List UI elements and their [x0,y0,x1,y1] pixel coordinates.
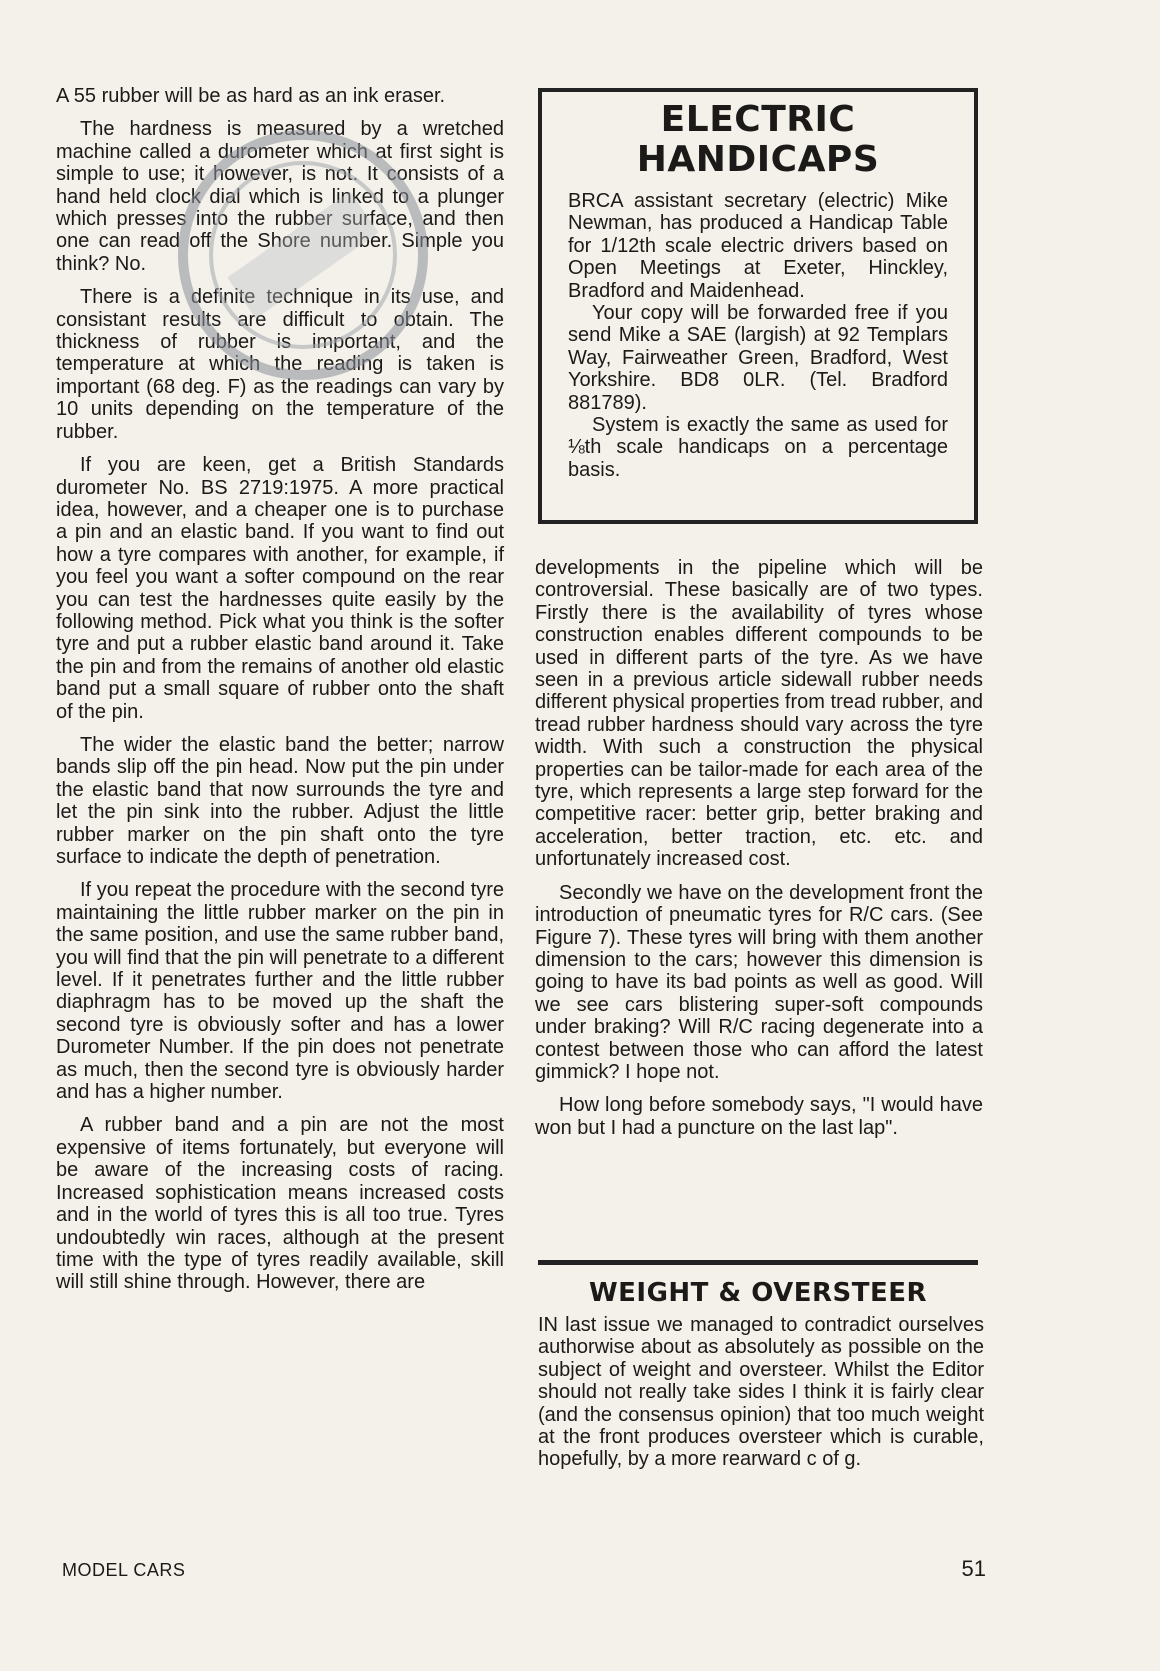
right-column [535,557,983,1150]
left-column [56,85,504,1305]
paragraph: The wider the elastic band the better; narrow bands slip off the pin head. Now put the pin under the elastic band that now surrounds the tyre and let the pin sink into the rubber. Adjust the little rubber marker on the pin shaft onto the tyre surface to indicate the depth of penetration. [56,733,504,868]
box-paragraph: System is exactly the same as used for ⅛th scale handicaps on a percentage basis. [568,414,948,481]
box-paragraph: BRCA assistant secretary (electric) Mike Newman, has produced a Handicap Table for 1/12th scale electric drivers based on Open Meetings at Exeter, Hinckley, Bradford and Maidenhead. [568,190,948,302]
electric-handicaps-box [538,88,978,524]
paragraph: Secondly we have on the development front the introduction of pneumatic tyres for R/C cars. (See Figure 7). These tyres will bring with them another dimension to the cars; however this dimension is going to have its bad points as well as good. Will we see cars blistering super-soft compounds under braking? Will R/C racing degenerate into a contest between those who can afford the latest gimmick? I hope not. [535,881,983,1083]
paragraph: A 55 rubber will be as hard as an ink eraser. [56,85,446,107]
magazine-name: MODEL CARS [62,1560,186,1580]
paragraph: If you are keen, get a British Standards durometer No. BS 2719:1975. A more practical idea, however, and a cheaper one is to purchase a pin and an elastic band. If you want to find out how a tyre compares with another, for example, if you feel you want a softer compound on the rear you can test the hardnesses quite easily by the following method. Pick what you think is the softer tyre and put a rubber elastic band around it. Take the pin and from the remains of another old elastic band put a small square of rubber onto the shaft of the pin. [56,454,504,723]
paragraph: IN last issue we managed to contradict ourselves authorwise about as absolutely as possible on the subject of weight and oversteer. Whilst the Editor should not really take sides I think it is fairly clear (and the consensus opinion) that too much weight at the front produces oversteer which is curable, hopefully, by a more rearward c of g. [538,1314,984,1471]
paragraph: There is a definite technique in its use, and consistant results are difficult to obtain. The thickness of rubber is important, and the temperature at which the reading is taken is important (68 deg. F) as the readings can vary by 10 units depending on the temperature of the rubber. [56,286,504,443]
page-number: 51 [961,1556,986,1581]
box-title [568,100,948,180]
section-divider [538,1260,978,1265]
paragraph: A rubber band and a pin are not the most expensive of items fortunately, but everyone will be aware of the increasing costs of racing. Increased sophistication means increased costs and in the world of tyres this is all too true. Tyres undoubtedly win races, although at the present time with the type of tyres readily available, skill will still shine through. However, there are [56,1114,504,1294]
paragraph: If you repeat the procedure with the second tyre maintaining the little rubber marker on the pin in the same position, and use the same rubber band, you will find that the pin will penetrate to a different level. If it penetrates further and the little rubber diaphragm has to be moved up the shaft the second tyre is obviously softer and has a lower Durometer Number. If the pin does not penetrate as much, then the second tyre is obviously harder and has a higher number. [56,879,504,1104]
box-title-line2: HANDICAPS [636,139,880,180]
box-title-line1: ELECTRIC [660,99,856,140]
paragraph: How long before somebody says, "I would have won but I had a puncture on the last lap". [535,1094,983,1139]
weight-oversteer-body [538,1314,984,1471]
paragraph: developments in the pipeline which will be controversial. These basically are of two types. Firstly there is the availability of tyres whose construction enables different compounds to be used in different parts of the tyre. As we have seen in a previous article sidewall rubber needs different physical properties from tread rubber, and tread rubber hardness should vary across the tyre width. With such a construction the physical properties can be tailor-made for each area of the tyre, which represents a large step forward for the competitive racer: better grip, better braking and acceleration, better traction, etc. etc. and unfortunately increased cost. [535,557,983,871]
box-paragraph: Your copy will be forwarded free if you send Mike a SAE (largish) at 92 Templars Way, Fairweather Green, Bradford, West Yorkshire. BD8 0LR. (Tel. Bradford 881789). [568,302,948,414]
weight-oversteer-heading: WEIGHT & OVERSTEER [588,1278,928,1308]
paragraph: The hardness is measured by a wretched machine called a durometer which at first sight is simple to use; it however, is not. It consists of a hand held clock dial which is linked to a plunger which presses into the rubber surface, and then one can read off the Shore number. Simple you think? No. [56,118,504,275]
